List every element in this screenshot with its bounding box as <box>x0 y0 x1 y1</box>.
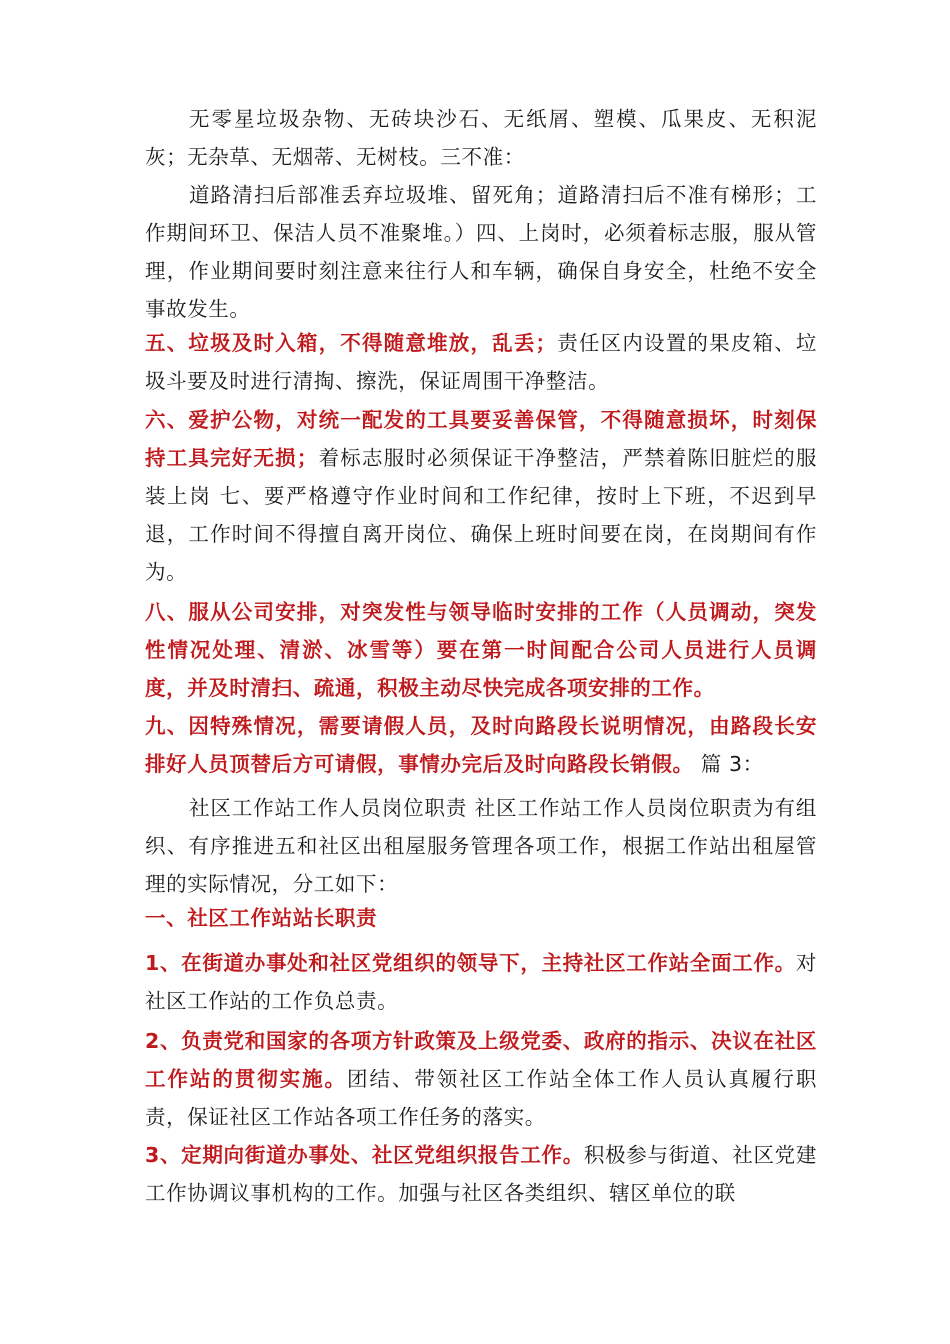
paragraph-item-eight <box>145 593 817 707</box>
highlighted-text: 五、垃圾及时入箱，不得随意堆放，乱丢； <box>145 331 557 355</box>
text-run: 着标志服时必须保证干净整洁，严禁着陈旧脏烂的服装上岗 七、要严格遵守作业时间和工作纪律，按时上下班，不迟到早退，工作时间不得擅自离开岗位、确保上班时间要在岗，在岗期间有作为。 <box>145 446 817 584</box>
section-heading-station-chief <box>145 899 817 937</box>
text-run: 积极参与街道、社区党建工作协调议事机构的工作。加强与社区各类组织、辖区单位的联 <box>145 1143 817 1205</box>
paragraph-item-six <box>145 401 817 591</box>
paragraph-duty-2 <box>145 1022 817 1136</box>
highlighted-text: 2、负责党和国家的各项方针政策及上级党委、政府的指示、决议在社区工作站的贯彻实施。 <box>145 1029 817 1091</box>
paragraph-section-intro <box>145 789 817 903</box>
highlighted-text: 六、爱护公物，对统一配发的工具要妥善保管，不得随意损坏，时刻保持工具完好无损； <box>145 408 817 470</box>
text-run: 社区工作站工作人员岗位职责 社区工作站工作人员岗位职责为有组织、有序推进五和社区出租屋服务管理各项工作，根据工作站出租屋管理的实际情况，分工如下： <box>145 796 817 896</box>
text-run: 责任区内设置的果皮箱、垃圾斗要及时进行清掏、擦洗，保证周围干净整洁。 <box>145 331 817 393</box>
text-run: 团结、带领社区工作站全体工作人员认真履行职责，保证社区工作站各项工作任务的落实。 <box>145 1067 817 1129</box>
highlighted-text: 九、因特殊情况，需要请假人员，及时向路段长说明情况，由路段长安排好人员顶替后方可请假，事情办完后及时向路段长销假。 <box>145 714 817 776</box>
text-run: 篇 3： <box>693 752 764 776</box>
paragraph-item-five <box>145 324 817 400</box>
highlighted-text: 一、社区工作站站长职责 <box>145 906 378 930</box>
text-run: 对社区工作站的工作负总责。 <box>145 951 817 1013</box>
highlighted-text: 3、定期向街道办事处、社区党组织报告工作。 <box>145 1143 584 1167</box>
highlighted-text: 八、服从公司安排，对突发性与领导临时安排的工作（人员调动，突发性情况处理、清淤、冰雪等）要在第一时间配合公司人员进行人员调度，并及时清扫、疏通，积极主动尽快完成各项安排的工作。 <box>145 600 817 700</box>
paragraph-duty-3 <box>145 1136 817 1212</box>
text-run: 无零星垃圾杂物、无砖块沙石、无纸屑、塑模、瓜果皮、无积泥灰；无杂草、无烟蒂、无树枝。三不准： <box>145 107 817 169</box>
highlighted-text: 1、在街道办事处和社区党组织的领导下，主持社区工作站全面工作。 <box>145 951 796 975</box>
paragraph-item-nine <box>145 707 817 783</box>
text-run: 道路清扫后部准丢弃垃圾堆、留死角；道路清扫后不准有梯形；工作期间环卫、保洁人员不准聚堆。）四、上岗时，必须着标志服，服从管理，作业期间要时刻注意来往行人和车辆，确保自身安全，杜绝不安全事故发生。 <box>145 183 817 321</box>
paragraph-duty-1 <box>145 944 817 1020</box>
paragraph-three-no-allow <box>145 176 817 328</box>
paragraph-three-no-clean <box>145 100 817 176</box>
